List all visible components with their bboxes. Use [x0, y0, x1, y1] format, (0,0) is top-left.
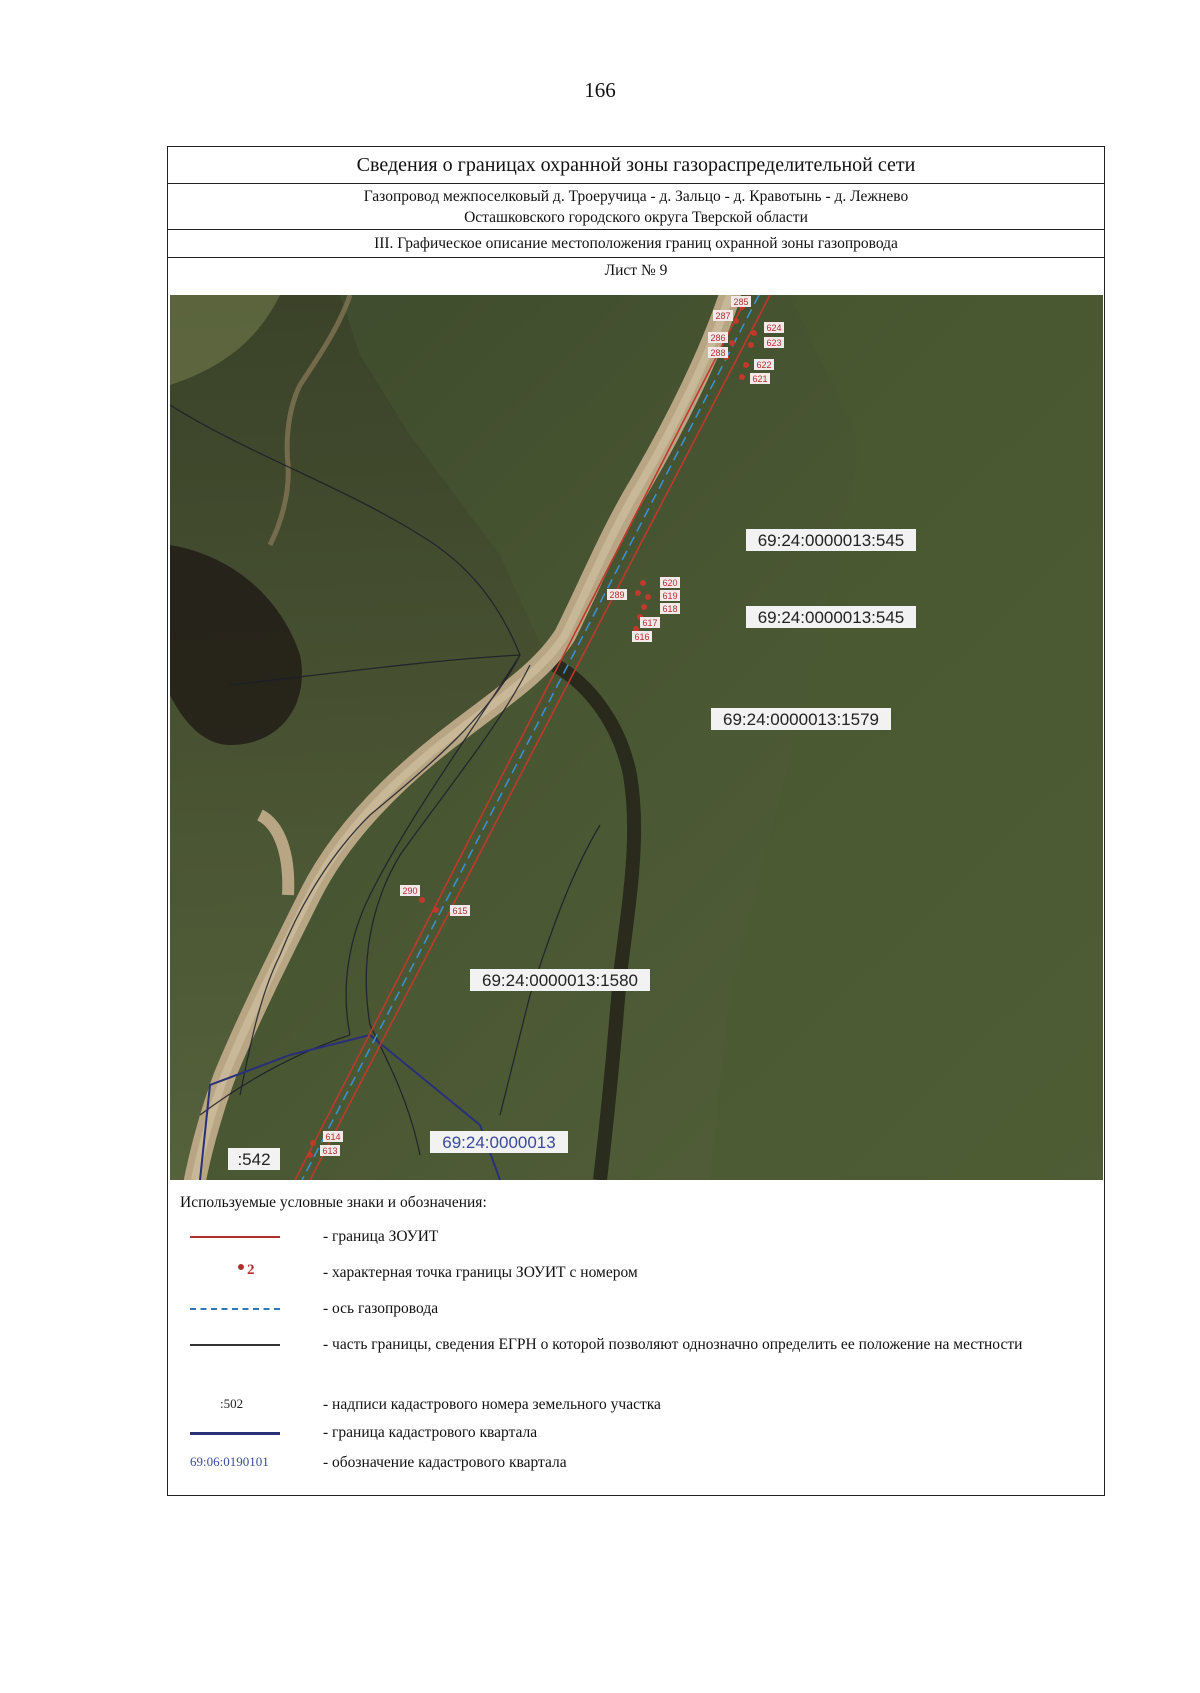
svg-text:622: 622 [756, 360, 772, 370]
svg-text:614: 614 [325, 1132, 341, 1142]
svg-text:285: 285 [733, 297, 749, 307]
point-label [754, 359, 774, 370]
page-number: 166 [584, 78, 616, 102]
point-label [660, 577, 680, 588]
point-label [731, 296, 751, 307]
svg-text:620: 620 [662, 578, 678, 588]
legend-text: - часть границы, сведения ЕГРН о которой позволяют однозначно определить ее положение на местности [323, 1336, 1023, 1353]
legend-text: - обозначение кадастрового квартала [323, 1454, 567, 1471]
svg-text:617: 617 [642, 618, 658, 628]
point-label [660, 603, 680, 614]
svg-text:288: 288 [710, 348, 726, 358]
document-subtitle [168, 184, 1104, 230]
point-label [400, 885, 420, 896]
point-label [708, 332, 728, 343]
legend-text: - характерная точка границы ЗОУИТ с номером [323, 1264, 638, 1281]
point-label [708, 347, 728, 358]
svg-text:289: 289 [609, 590, 625, 600]
quarter-boundary-symbol [190, 1422, 290, 1446]
svg-text:624: 624 [766, 323, 782, 333]
document-frame [167, 146, 1105, 1496]
point-label [320, 1145, 340, 1156]
cad-number-symbol: :502 [220, 1396, 244, 1411]
svg-text:619: 619 [662, 591, 678, 601]
svg-text:621: 621 [752, 374, 768, 384]
point-label [632, 631, 652, 642]
legend-title: Используемые условные знаки и обозначения: [180, 1194, 487, 1211]
point-symbol [190, 1262, 290, 1286]
point-label [750, 373, 770, 384]
point-label [640, 617, 660, 628]
point-label [607, 589, 627, 600]
point-label [764, 337, 784, 348]
svg-text:69:24:0000013:1579: 69:24:0000013:1579 [723, 710, 879, 729]
svg-text:69:24:0000013:545: 69:24:0000013:545 [757, 608, 905, 627]
point-label [323, 1131, 343, 1142]
point-label [660, 590, 680, 601]
subtitle-line-1: Газопровод межпоселковый д. Троеручица - д. Зальцо - д. Кравотынь - д. Лежнево [363, 188, 909, 205]
quarter-label-symbol: 69:06:0190101 [190, 1454, 269, 1469]
svg-text:290: 290 [402, 886, 418, 896]
svg-text:69:24:0000013:1580: 69:24:0000013:1580 [482, 971, 638, 990]
legend-text: - надписи кадастрового номера земельного участка [323, 1396, 661, 1413]
legend-text: - граница кадастрового квартала [323, 1424, 538, 1441]
pipeline-axis-symbol [190, 1298, 290, 1322]
parcel-label [746, 529, 916, 551]
point-number: 2 [247, 1262, 255, 1278]
parcel-label [470, 969, 650, 991]
point-label [450, 905, 470, 916]
svg-text:623: 623 [766, 338, 782, 348]
svg-text:615: 615 [452, 906, 468, 916]
point-label [713, 310, 733, 321]
parcel-label [711, 708, 891, 730]
svg-text::542: :542 [237, 1150, 271, 1169]
svg-text:286: 286 [710, 333, 726, 343]
svg-text:287: 287 [715, 311, 731, 321]
zone-boundary-symbol [190, 1226, 290, 1250]
section-title: III. Графическое описание местоположения границ охранной зоны газопровода [168, 230, 1104, 258]
sheet-number: Лист № 9 [604, 262, 668, 279]
subtitle-line-2: Осташковского городского округа Тверской области [464, 209, 808, 226]
parcel-label [746, 606, 916, 628]
svg-text:618: 618 [662, 604, 678, 614]
satellite-map[interactable] [170, 295, 1103, 1180]
egrn-boundary-symbol [190, 1334, 290, 1358]
legend-text: - ось газопровода [323, 1300, 439, 1317]
svg-text:616: 616 [634, 632, 650, 642]
svg-text:69:24:0000013: 69:24:0000013 [442, 1133, 556, 1152]
parcel-label [228, 1148, 280, 1170]
legend-text: - граница ЗОУИТ [323, 1228, 439, 1245]
svg-text:613: 613 [322, 1146, 338, 1156]
quarter-label [430, 1131, 568, 1153]
svg-text:69:24:0000013:545: 69:24:0000013:545 [757, 531, 905, 550]
document-title: Сведения о границах охранной зоны газораспределительной сети [168, 147, 1104, 184]
point-label [764, 322, 784, 333]
